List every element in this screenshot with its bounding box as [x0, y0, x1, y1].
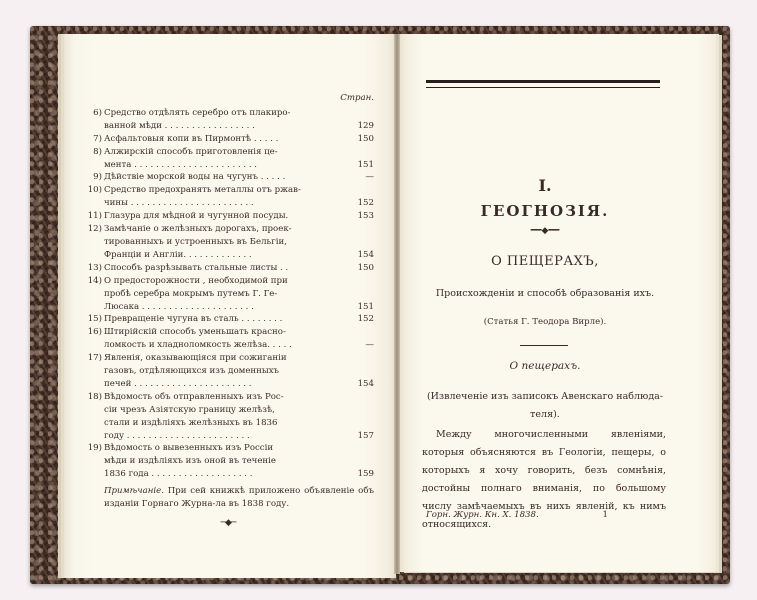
footer-signature: Горн. Журн. Кн. X. 1838. [426, 510, 539, 520]
toc-entry [82, 171, 374, 184]
toc-entry-line: мента . . . . . . . . . . . . . . . . . . . . . . . [104, 159, 258, 170]
extract-note [410, 388, 680, 424]
section-ornament: ━━◆━━ [530, 226, 560, 236]
toc-entry-line: Штирійскій способъ уменьшать красно- [104, 327, 286, 338]
toc-entry-text [104, 313, 352, 326]
toc-entry-line: газовъ, отдѣляющихся изъ доменныхъ [104, 366, 280, 377]
toc-entry-page: 150 [357, 133, 374, 144]
toc-entry-page: 150 [357, 262, 374, 273]
toc-entry-page: 152 [357, 198, 374, 209]
short-divider [520, 345, 568, 346]
article-body: Между многочисленными явленіями, которыя объясняются въ Геологіи, пещеры, о которыхъ я хочу говорить, безъ сомнѣнія, достойны полнаго вниманія, по большому числу замѣчаемыхъ въ нихъ явленій, къ нимъ относящихся. [422, 429, 666, 530]
toc-entry-line: Франціи и Англіи. . . . . . . . . . . . . [104, 249, 252, 260]
toc-note [82, 485, 374, 511]
toc-entry-line: пробѣ серебра мокрымъ путемъ Г. Ге- [104, 288, 278, 299]
toc-entry-text [104, 391, 352, 443]
toc-entry-line: Замѣчаніе о желѣзныхъ дорогахъ, проек- [104, 224, 292, 235]
top-double-rule [426, 80, 660, 88]
toc-entry [82, 107, 374, 133]
toc-entry-text [104, 107, 352, 133]
toc-entry-text [104, 275, 352, 314]
page-footer [426, 510, 670, 520]
toc-entry-line: сіи чрезъ Азіятскую границу желѣзѣ, [104, 404, 275, 415]
toc-entry-page: 129 [357, 120, 374, 131]
extract-line-2: теля). [530, 409, 560, 420]
toc-entry-line: чины . . . . . . . . . . . . . . . . . . . . . . . [104, 198, 254, 209]
toc-entries [82, 107, 374, 481]
toc-entry-line: Вѣдомость объ отправленныхъ изъ Рос- [104, 391, 284, 402]
toc-entry-text [104, 210, 352, 223]
toc-entry [82, 313, 374, 326]
toc-entry-line: Способъ разрѣзывать стальные листы . . [104, 262, 289, 273]
toc-note-label: Примѣчаніе. [104, 486, 164, 497]
toc-entry-number: 9) [93, 172, 102, 183]
toc-entry-line: Средство отдѣлять серебро отъ плакиро- [104, 107, 291, 118]
page-number: 1 [602, 510, 608, 520]
toc-entry-text [104, 442, 352, 481]
toc-entry-number: 12) [87, 224, 102, 235]
toc-entry-page: 151 [357, 301, 374, 312]
toc-ornament: ─◆─ [220, 518, 236, 528]
toc-entry-line: Дѣйствіе морской воды на чугунъ . . . . . [104, 172, 286, 183]
toc-entry [82, 275, 374, 314]
article-author: (Статья Г. Теодора Вирле). [483, 317, 607, 327]
toc-entry-page: — [365, 172, 374, 183]
toc-entry [82, 442, 374, 481]
toc-entry [82, 210, 374, 223]
toc-entry-text [104, 352, 352, 391]
toc-entry [82, 262, 374, 275]
toc-entry-number: 16) [87, 327, 102, 338]
article-subheading: О пещерахъ. [509, 360, 581, 372]
toc-entry-number: 10) [87, 185, 102, 196]
toc-entry-page: 154 [357, 378, 374, 389]
toc-page-header: Стран. [340, 93, 374, 103]
toc-entry [82, 184, 374, 210]
toc-entry-number: 11) [87, 211, 102, 222]
toc-entry-line: Алжирскій способъ приготовленія це- [104, 146, 278, 157]
toc-entry [82, 223, 374, 262]
toc-entry [82, 326, 374, 352]
toc-entry-number: 13) [87, 262, 102, 273]
toc-entry-line: мѣди и издѣліяхъ изъ оной въ теченіе [104, 456, 276, 467]
toc-entry-number: 19) [87, 443, 102, 454]
toc-entry-line: стали и издѣліяхъ желѣзныхъ въ 1836 [104, 417, 278, 428]
extract-line-1: (Извлеченіе изъ записокъ Авенскаго наблюда- [426, 391, 664, 402]
toc-entry-line: Превращеніе чугуна въ сталь . . . . . . . . [104, 314, 283, 325]
toc-entry-number: 15) [87, 314, 102, 325]
toc-entry-text [104, 326, 352, 352]
toc-entry-number: 6) [93, 107, 102, 118]
toc-entry-text [104, 262, 352, 275]
table-of-contents [82, 92, 374, 530]
toc-entry-line: ванной мѣди . . . . . . . . . . . . . . . . . [104, 120, 255, 131]
toc-entry-line: Асфальтовыя копи въ Пирмонтѣ . . . . . [104, 133, 279, 144]
toc-entry-page: 157 [357, 430, 374, 441]
toc-entry-page: 154 [357, 249, 374, 260]
toc-entry-line: тированныхъ и устроенныхъ въ Бельгіи, [104, 236, 287, 247]
book-gutter [394, 34, 400, 574]
toc-entry [82, 352, 374, 391]
toc-entry-text [104, 133, 352, 146]
toc-entry-number: 8) [93, 146, 102, 157]
toc-entry-line: Вѣдомость о вывезенныхъ изъ Россіи [104, 443, 274, 454]
toc-entry [82, 391, 374, 443]
toc-entry-line: О предосторожности , необходимой при [104, 275, 288, 286]
toc-entry-text [104, 171, 352, 184]
toc-entry-number: 17) [87, 353, 102, 364]
toc-entry-text [104, 146, 352, 172]
toc-entry-page: 151 [357, 159, 374, 170]
toc-entry [82, 133, 374, 146]
toc-entry-number: 18) [87, 391, 102, 402]
toc-entry-line: ломкость и хладноломкость желѣза. . . . . [104, 340, 292, 351]
toc-entry-text [104, 184, 352, 210]
toc-entry-line: печей . . . . . . . . . . . . . . . . . . . . . . [104, 378, 252, 389]
toc-entry-number: 14) [87, 275, 102, 286]
toc-entry-line: Явленія, оказывающіяся при сожиганіи [104, 353, 287, 364]
toc-note-text: При сей книжкѣ приложено объявленіе объ изданіи Горнаго Журна-ла въ 1838 году. [104, 486, 374, 510]
toc-entry-line: 1836 года . . . . . . . . . . . . . . . . . . . [104, 469, 253, 480]
toc-entry [82, 146, 374, 172]
toc-entry-line: Глазура для мѣдной и чугунной посуды. [104, 211, 289, 222]
toc-entry-page: — [365, 340, 374, 351]
toc-entry-page: 159 [357, 469, 374, 480]
toc-entry-line: году . . . . . . . . . . . . . . . . . . . . . . . [104, 430, 250, 441]
toc-entry-number: 7) [93, 133, 102, 144]
toc-entry-page: 152 [357, 314, 374, 325]
section-title: ГЕОГНОЗІЯ. [480, 202, 610, 220]
toc-entry-line: Люсака . . . . . . . . . . . . . . . . . . . . . [104, 301, 254, 312]
article-title: О ПЕЩЕРАХЪ, [491, 254, 599, 269]
toc-entry-line: Средство предохранять металлы отъ ржав- [104, 185, 301, 196]
article-subtitle: Происхожденіи и способѣ образованія ихъ. [435, 288, 655, 299]
section-number: I. [538, 176, 552, 195]
toc-entry-page: 153 [357, 211, 374, 222]
toc-entry-text [104, 223, 352, 262]
